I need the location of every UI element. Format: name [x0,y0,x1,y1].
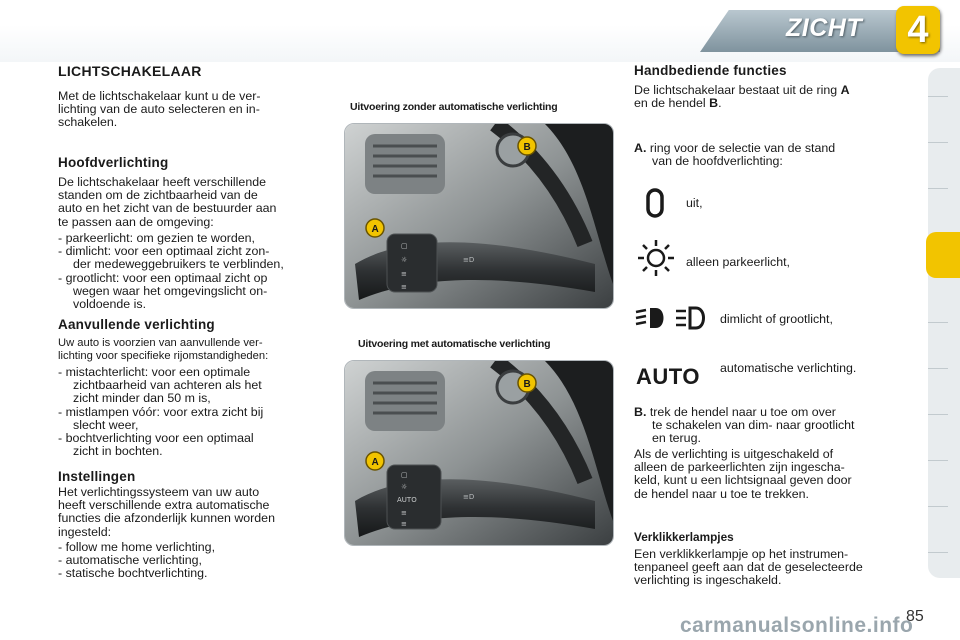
text-line: lichting voor specifieke rijomstandigheden: [58,350,269,362]
text-line: heeft verschillende extra automatische [58,498,270,513]
svg-text:☼: ☼ [401,483,408,491]
list-item-cont: der medeweggebruikers te verblinden, [73,257,284,272]
list-item: - bochtverlichting voor een optimaal [58,431,254,446]
text-line: Als de verlichting is uitgeschakeld of [634,447,834,461]
subsection-title-aanvullende: Aanvullende verlichting [58,317,215,332]
subsection-title-hoofdverlichting: Hoofdverlichting [58,155,169,170]
label-a: A [371,224,379,235]
list-item: - automatische verlichting, [58,553,202,568]
list-item: - mistachterlicht: voor een optimale [58,365,251,379]
tab-divider [928,188,948,189]
watermark: carmanualsonline.info [680,614,914,637]
handbediende-title: Handbediende functies [634,63,787,78]
svg-text:▢: ▢ [401,471,408,479]
text-line: alleen de parkeerlichten zijn ingescha- [634,460,845,475]
flash-paragraph [634,448,906,501]
tab-divider [928,414,948,415]
off-icon [642,188,670,223]
svg-text:≡D: ≡D [463,256,475,264]
item-key-a: A. [634,141,647,155]
chapter-title: ZICHT [786,14,863,42]
hoofd-paragraph [58,176,324,229]
label-a: A [371,457,379,468]
tab-divider [928,368,948,369]
stalk-auto-label: AUTO [397,496,417,504]
subsection-title-instellingen: Instellingen [58,469,136,484]
text-line: te schakelen van dim- naar grootlicht [652,418,855,433]
text-line: standen om de zichtbaarheid van de [58,188,258,203]
warning-lamps-paragraph [634,548,906,588]
light-switch-auto-photo [345,361,613,545]
aanv-paragraph [58,337,326,363]
text-line: Het verlichtingssysteem van uw auto [58,485,260,499]
tab-divider [928,96,948,97]
option-dipped-main: dimlicht of grootlicht, [720,312,833,326]
handbediende-intro [634,84,906,110]
dipped-beam-icon [634,306,670,335]
svg-text:≡: ≡ [401,520,407,528]
list-item: - mistlampen vóór: voor extra zicht bij [58,404,264,419]
text-line: de hendel naar u toe te trekken. [634,486,809,501]
text-line: . [718,96,722,111]
chapter-number-badge: 4 [896,6,940,54]
text-line: keld, kunt u een lichtsignaal geven door [634,473,852,488]
photo-switch-with-auto [344,360,614,546]
text-line: De lichtschakelaar heeft verschillende [58,175,266,189]
text-line: Uw auto is voorzien van aanvullende ver- [58,337,263,349]
inst-list [58,541,326,581]
svg-text:≡: ≡ [401,509,407,517]
main-beam-icon [674,306,710,335]
tab-divider [928,322,948,323]
text-line: te passen aan de omgeving: [58,214,214,229]
list-item-cont: zicht minder dan 50 m is, [73,391,211,406]
parking-light-icon [636,238,676,283]
text-line: functies die afzonderlijk kunnen worden [58,511,275,526]
light-switch-photo [345,124,613,308]
intro-paragraph [58,90,324,130]
hoofd-list [58,232,326,311]
list-item: - statische bochtverlichting. [58,566,208,581]
item-b [634,406,906,446]
option-parking: alleen parkeerlicht, [686,255,791,269]
aanv-list [58,366,326,458]
chapter-tab-rail [928,68,960,578]
tab-divider [928,552,948,553]
text-line: en de hendel [634,96,710,111]
option-auto: automatische verlichting. [720,361,857,375]
inst-paragraph [58,486,326,539]
label-b: B [523,379,531,390]
auto-icon: AUTO [636,364,700,389]
ref-a: A [840,83,850,97]
text-line: lichting van de auto selecteren en in- [58,102,260,117]
list-item: - parkeerlicht: om gezien te worden, [58,231,255,245]
svg-text:≡: ≡ [401,283,407,291]
photo-switch-without-auto [344,123,614,309]
text-line: Met de lichtschakelaar kunt u de ver- [58,89,261,103]
warning-lamps-title: Verklikkerlampjes [634,530,734,544]
list-item-cont: zicht in bochten. [73,444,163,459]
tab-divider [928,460,948,461]
tab-divider [928,142,948,143]
text-line: van de hoofdverlichting: [652,154,783,169]
text-line: trek de hendel naar u toe om over [649,405,836,419]
text-line: en terug. [652,431,701,446]
list-item: - follow me home verlichting, [58,540,216,554]
active-chapter-tab[interactable] [926,232,960,278]
item-a [634,142,906,168]
text-line: auto en het zicht van de bestuurder aan [58,201,277,216]
text-line: ring voor de selectie van de stand [649,141,836,155]
list-item-cont: voldoende is. [73,297,147,312]
caption-without-auto: Uitvoering zonder automatische verlichting [350,101,558,113]
text-line: verlichting is ingeschakeld. [634,573,782,588]
list-item-cont: zichtbaarheid van achteren als het [73,378,262,393]
svg-text:≡: ≡ [401,270,407,278]
item-key-b: B. [634,405,647,419]
list-item: - dimlicht: voor een optimaal zicht zon- [58,244,270,259]
caption-with-auto: Uitvoering met automatische verlichting [358,338,551,350]
text-line: Een verklikkerlampje op het instrumen- [634,547,849,561]
tab-divider [928,506,948,507]
list-item-cont: wegen waar het omgevingslicht on- [73,283,268,298]
text-line: tenpaneel geeft aan dat de geselecteerde [634,560,863,575]
list-item-cont: slecht weer, [73,417,139,432]
text-line: De lichtschakelaar bestaat uit de ring [634,83,841,97]
text-line: ingesteld: [58,524,112,539]
page-number: 85 [906,608,924,625]
svg-text:≡D: ≡D [463,493,475,501]
list-item: - grootlicht: voor een optimaal zicht op [58,270,268,285]
ref-b: B [709,96,719,111]
section-title: LICHTSCHAKELAAR [58,63,202,79]
svg-text:☼: ☼ [401,256,408,264]
text-line: schakelen. [58,115,118,130]
svg-text:▢: ▢ [401,242,408,250]
label-b: B [523,142,531,153]
option-off: uit, [686,196,703,210]
